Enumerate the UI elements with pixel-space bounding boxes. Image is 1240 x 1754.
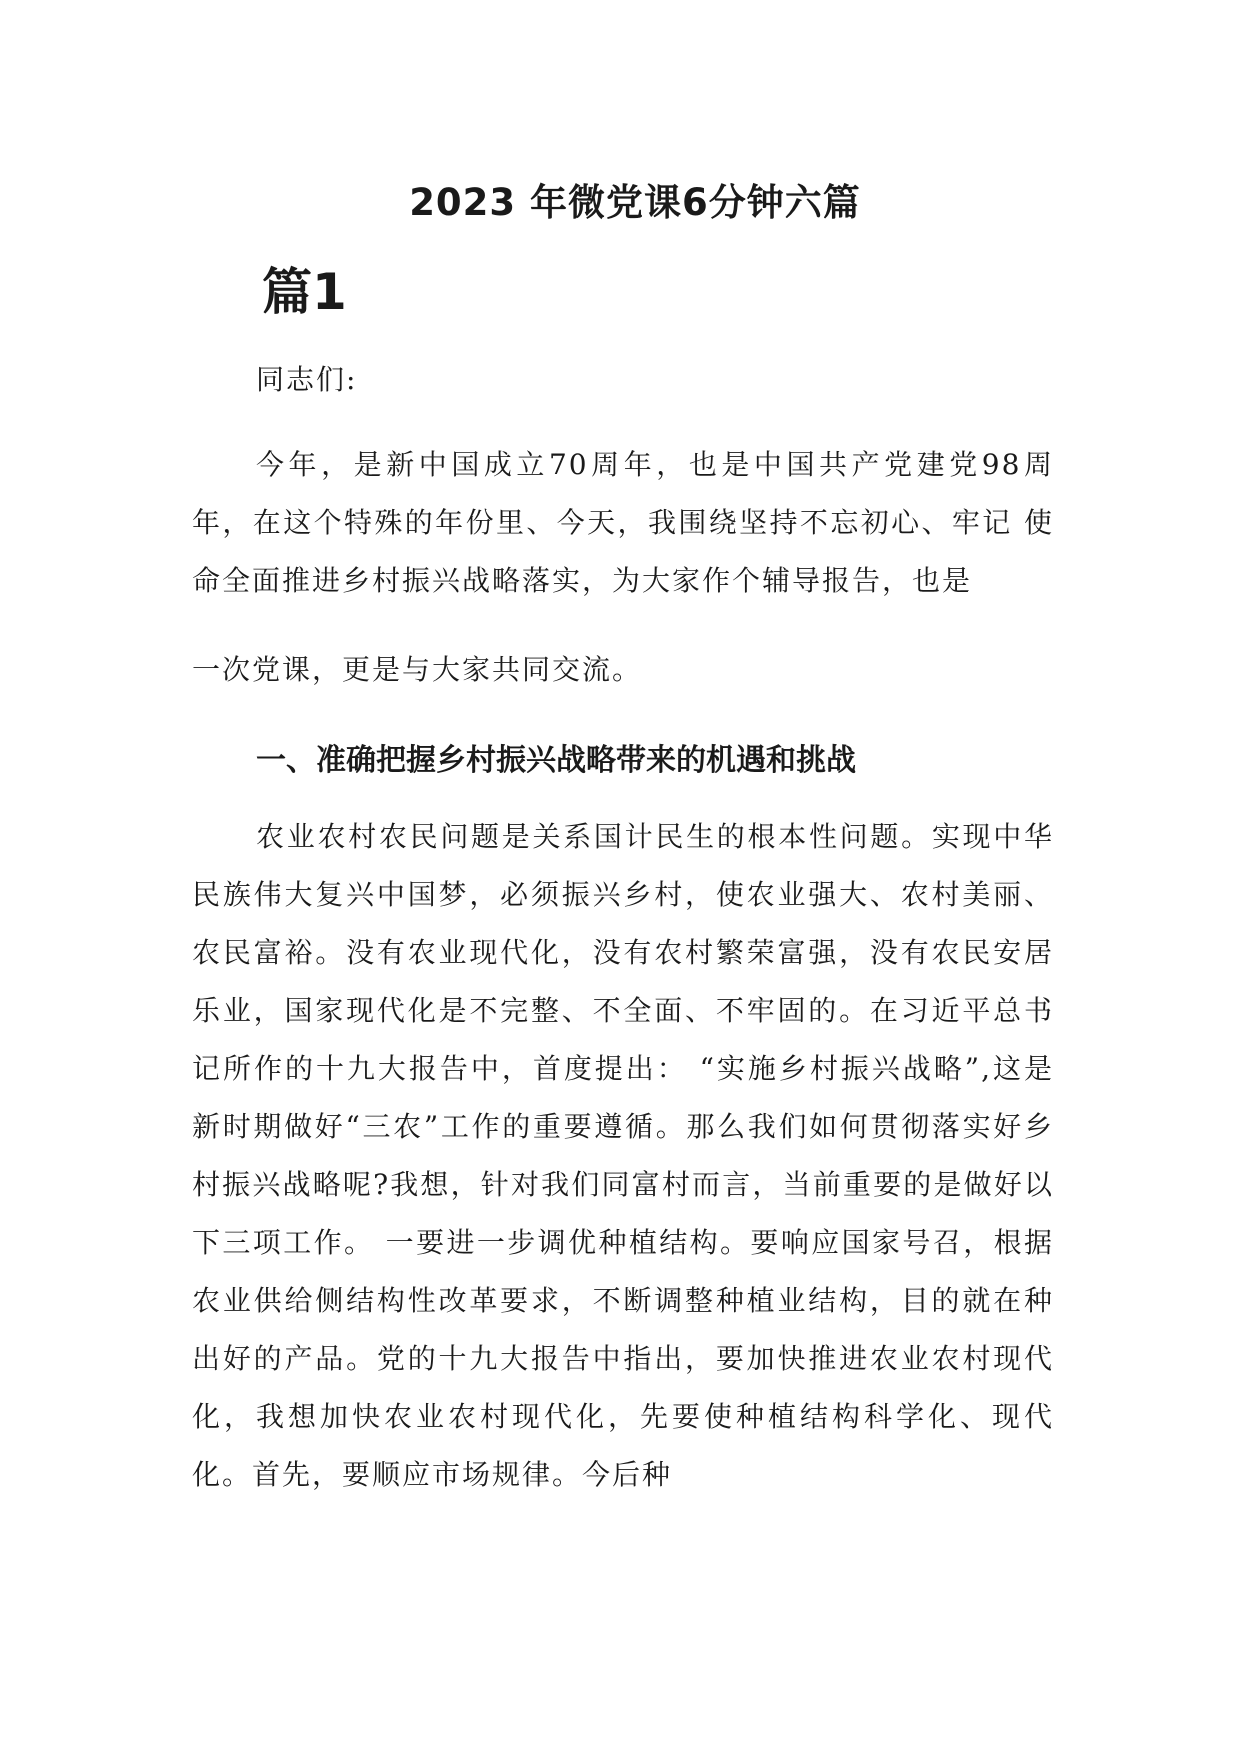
paragraph-2: 农业农村农民问题是关系国计民生的根本性问题。实现中华民族伟大复兴中国梦，必须振兴乡村，使农业强大、农村美丽、农民富裕。没有农业现代化，没有农村繁荣富强，没有农民安居乐业，国家现代化是不完整、不全面、不牢固的。在习近平总书记所作的十九大报告中，首度提出： “实施乡村振兴战略”,这是新时期做好“三农”工作的重要遵循。那么我们如何贯彻落实好乡村振兴战略呢?我想，针对我们同富村而言，当前重要的是做好以下三项工作。 一要进一步调优种植结构。要响应国家号召，根据农业供给侧结构性改革要求，不断调整种植业结构，目的就在种出好的产品。党的十九大报告中指出，要加快推进农业农村现代化，我想加快农业农村现代化，先要使种植结构科学化、现代化。首先，要顺应市场规律。今后种	[192, 820, 1054, 1491]
paragraph-1-continued: 一次党课，更是与大家共同交流。	[192, 653, 643, 686]
part-heading: 篇1	[262, 263, 347, 321]
section-heading: 一、准确把握乡村振兴战略带来的机遇和挑战	[256, 743, 856, 778]
paragraph-1: 今年，是新中国成立70周年，也是中国共产党建党98周 年，在这个特殊的年份里、今天，我围绕坚持不忘初心、牢记 使命全面推进乡村振兴战略落实，为大家作个辅导报告，也是	[192, 448, 1054, 597]
document-title: 2023 年微党课6分钟六篇	[409, 181, 861, 224]
salutation: 同志们:	[256, 363, 358, 396]
